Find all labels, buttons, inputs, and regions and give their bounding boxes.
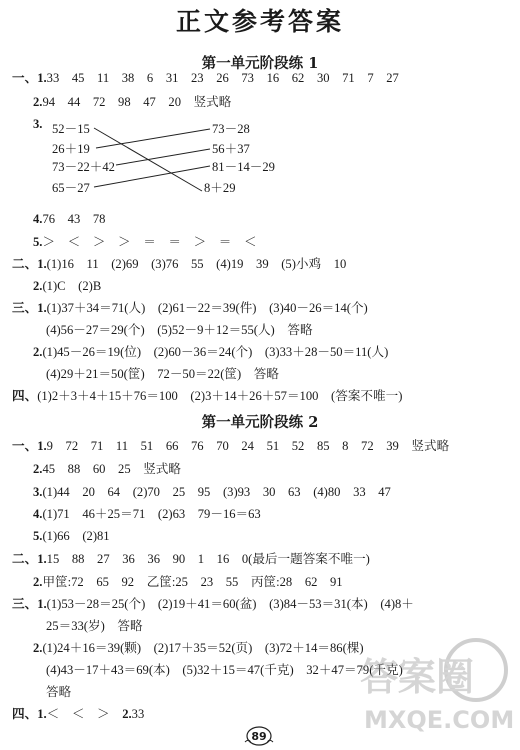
s2-line-8: 三、1.(1)53－28＝25(个) (2)19＋41＝60(盆) (3)84－53＝31(本) (4)8＋ (12, 597, 414, 611)
right-expr-3: 81－14－29 (212, 160, 275, 174)
s1-line-8: 三、1.(1)37＋34＝71(人) (2)61－22＝39(件) (3)40－26＝14(个) (12, 301, 368, 315)
s2-line-6: 二、1.15 88 27 36 36 90 1 16 0(最后一题答案不唯一) (12, 552, 370, 566)
s1-line-5: 5.＞ ＜ ＞ ＞ ＝ ＝ ＞ ＝ ＜ (33, 235, 257, 249)
s2-line-13: 四、1.＜ ＜ ＞ 2.33 (12, 707, 145, 721)
s2-line-7: 2.甲筐:72 65 92 乙筐:25 23 55 丙筐:28 62 91 (33, 575, 343, 589)
s1-line-6: 二、1.(1)16 11 (2)69 (3)76 55 (4)19 39 (5)小鸡 10 (12, 257, 347, 271)
s1-line-10: 2.(1)45－26＝19(位) (2)60－36＝24(个) (3)33＋28－50＝11(人) (33, 345, 389, 359)
s2-line-11: (4)43－17＋43＝69(本) (5)32＋15＝47(千克) 32＋47＝79(千克) (46, 663, 403, 677)
left-expr-4: 65－27 (52, 181, 90, 195)
left-expr-2: 26＋19 (52, 142, 90, 156)
s1-line-3: 3. (33, 117, 43, 131)
s2-line-5: 5.(1)66 (2)81 (33, 529, 110, 543)
s2-line-9: 25＝33(岁) 答略 (46, 619, 143, 633)
s1-line-4: 4.76 43 78 (33, 212, 106, 226)
watermark-text: 答案圈 (360, 655, 475, 699)
matching-diagram (50, 115, 296, 207)
right-expr-2: 56＋37 (212, 142, 250, 156)
s2-line-3: 3.(1)44 20 64 (2)70 25 95 (3)93 30 63 (4)80 33 47 (33, 485, 391, 499)
s1-line-9: (4)56－27＝29(个) (5)52－9＋12＝55(人) 答略 (46, 323, 313, 337)
page-number: 89 (251, 730, 267, 743)
s1-line-1: 一、1.33 45 11 38 6 31 23 26 73 16 62 30 71 7 27 (12, 71, 399, 85)
section-2-title: 第一单元阶段练 2 (201, 414, 319, 431)
s2-line-12: 答略 (46, 685, 72, 699)
s1-line-7: 2.(1)C (2)B (33, 279, 102, 293)
watermark-badge-icon (358, 630, 518, 740)
s2-line-1: 一、1.9 72 71 11 51 66 76 70 24 51 52 85 8 72 39 竖式略 (12, 439, 450, 453)
s1-line-2: 2.94 44 72 98 47 20 竖式略 (33, 95, 232, 109)
s2-line-4: 4.(1)71 46＋25＝71 (2)63 79－16＝63 (33, 507, 261, 521)
watermark-domain: MXQE.COM (364, 706, 515, 734)
section-1-title: 第一单元阶段练 1 (201, 55, 319, 72)
right-expr-1: 73－28 (212, 122, 250, 136)
right-expr-4: 8＋29 (204, 181, 236, 195)
left-expr-3: 73－22＋42 (52, 160, 115, 174)
left-expr-1: 52－15 (52, 122, 90, 136)
watermark-logo (358, 630, 518, 740)
s2-line-10: 2.(1)24＋16＝39(颗) (2)17＋35＝52(页) (3)72＋14＝86(棵) (33, 641, 364, 655)
page-title: 正文参考答案 (175, 7, 344, 36)
s1-line-12: 四、(1)2＋3＋4＋15＋76＝100 (2)3＋14＋26＋57＝100 (答案不唯一) (12, 389, 403, 403)
s1-line-11: (4)29＋21＝50(筐) 72－50＝22(筐) 答略 (46, 367, 279, 381)
s2-line-2: 2.45 88 60 25 竖式略 (33, 462, 181, 476)
